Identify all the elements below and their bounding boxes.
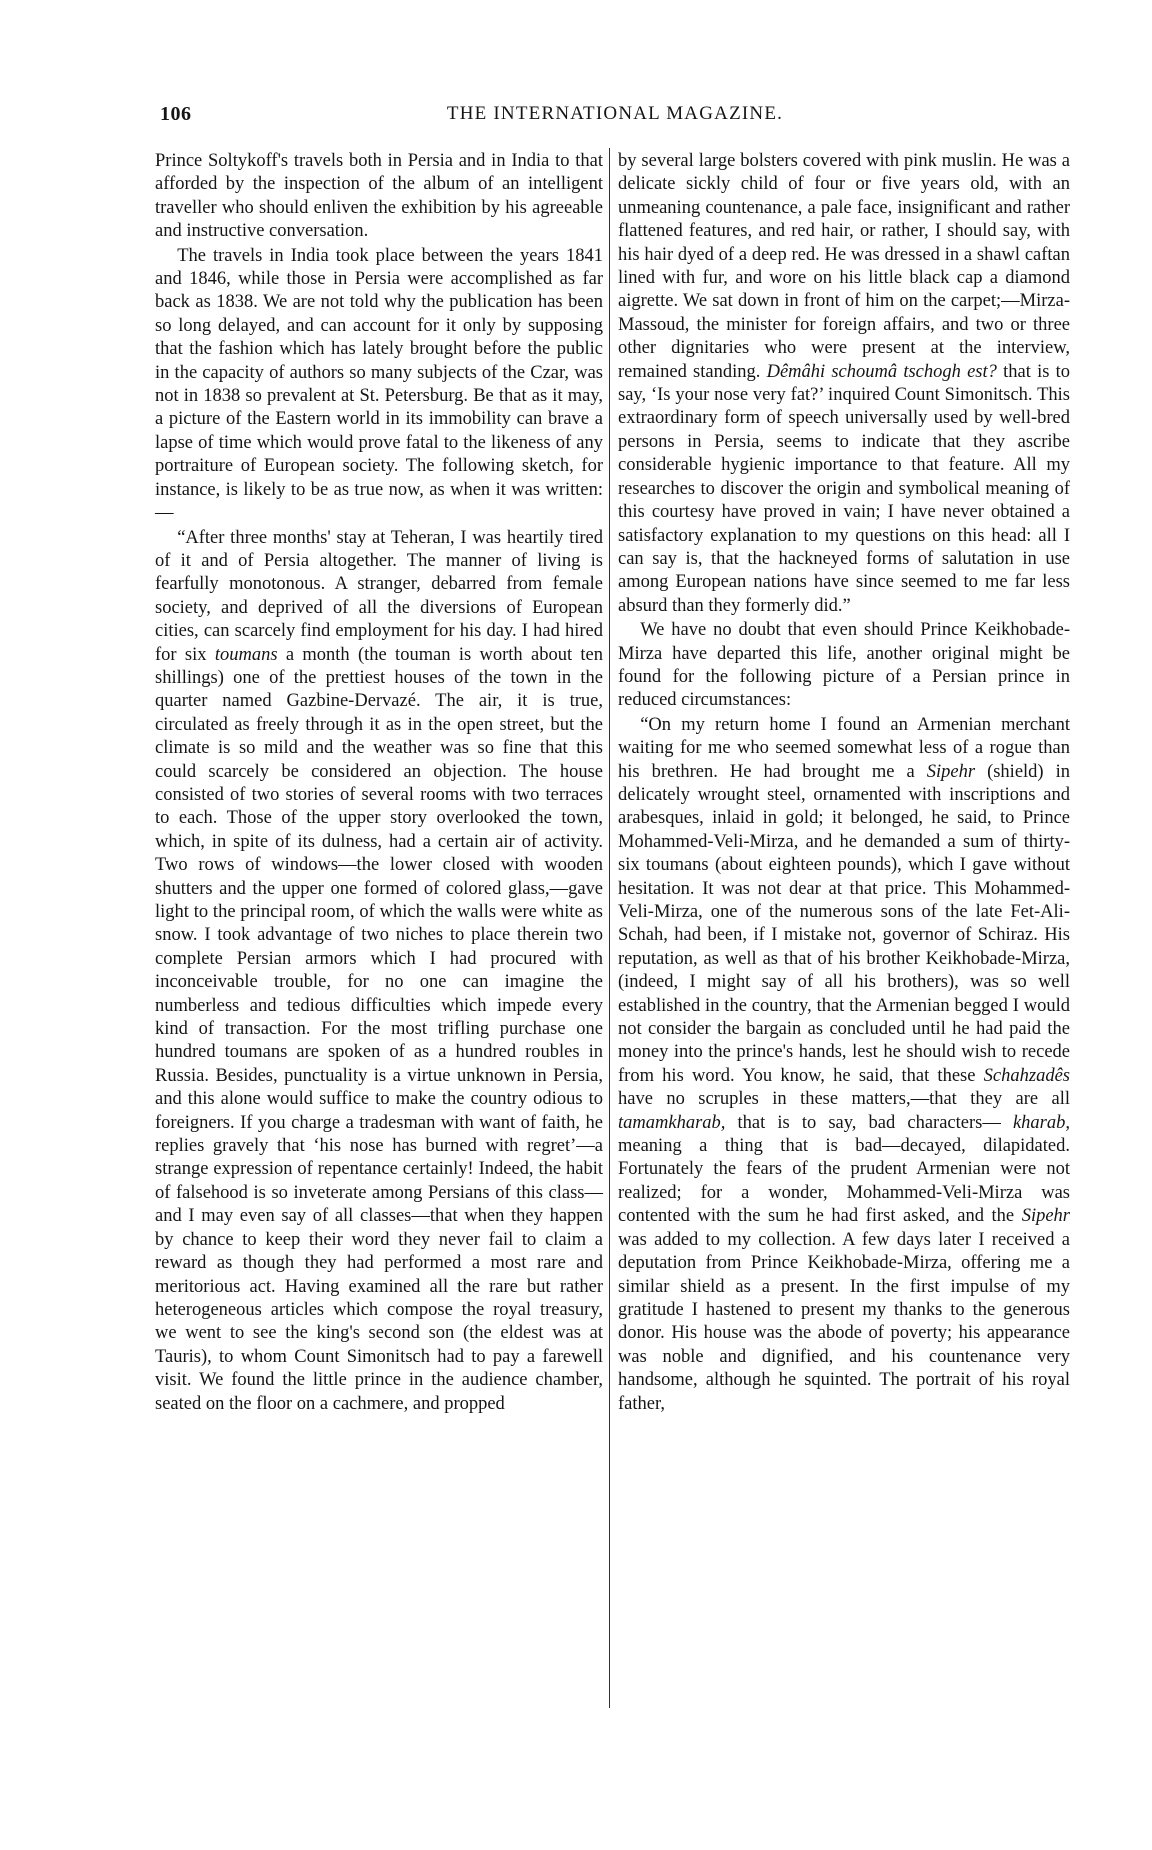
italic-term: Sipehr bbox=[1021, 1206, 1071, 1227]
italic-term: Schahzadês bbox=[983, 1065, 1070, 1086]
text-run: that is to say, ‘Is your nose very fat?’ inquired Count Simonitsch. This extraordinary form of speech universally used by well-bred persons in Persia, seems to indicate that they ascribe considerable hygienic importance to that feature. All my researches to discover the origin and symbolical meaning of this courtesy have proved in vain; I have never obtained a satisfactory explanation to my questions on this head: all I can say is, that the hackneyed forms of salutation in use among European nations have since seemed to me far less absurd than they formerly did.” bbox=[618, 361, 1071, 616]
italic-term: tamamkharab, bbox=[618, 1112, 726, 1133]
paragraph bbox=[155, 527, 603, 1416]
italic-term: kharab, bbox=[1012, 1112, 1071, 1133]
text-run: a month (the touman is worth about ten shillings) one of the prettiest houses of the town in the quarter named Gazbine-Dervazé. The air, it is true, circulated as freely through it as in the open street, but the climate is so mild and the weather was so fine that this could scarcely be considered an objection. The house consisted of two stories of several rooms with two terraces to each. Those of the upper story overlooked the town, which, in spite of its dulness, had a certain air of activity. Two rows of windows—the lower closed with wooden shutters and the upper one formed of colored glass,—gave light to the principal room, of which the walls were white as snow. I took advantage of two niches to place therein two complete Persian armors which I had procured with inconceivable trouble, for no one can imagine the numberless and tedious difficulties which impede every kind of transaction. For the most trifling purchase one hundred toumans are spoken of as a hundred roubles in Russia. Besides, punctuality is a virtue unknown in Persia, and this alone would suffice to make the country odious to foreigners. If you charge a tradesman with want of faith, he replies gravely that ‘his nose has burned with regret’—a strange expression of repentance certainly! Indeed, the habit of falsehood is so inveterate among Persians of this class—and I may even say of all classes—that when they happen by chance to keep their word they never fail to claim a reward as though they had performed a most rare and meritorious act. Having examined all the rare but rather heterogeneous articles which compose the royal treasury, we went to see the king's second son (the eldest was at Tauris), to whom Count Simonitsch had to pay a farewell visit. We found the little prince in the audience chamber, seated on the floor on a cachmere, and propped bbox=[155, 644, 604, 1414]
italic-term: toumans bbox=[214, 644, 278, 665]
page-header bbox=[160, 103, 1070, 131]
left-column bbox=[155, 150, 603, 1416]
paragraph: We have no doubt that even should Prince Keikhobade-Mirza have departed this life, another original might be found for the following picture of a Persian prince in reduced circumstances: bbox=[618, 620, 1070, 711]
text-run: meaning a thing that is bad—decayed, dilapidated. Fortunately the fears of the prudent Armenian were not realized; for a wonder, Mohammed-Veli-Mirza was contented with the sum he had first asked, and the bbox=[618, 1136, 1070, 1227]
text-run: was added to my collection. A few days later I received a deputation from Prince Keikhobade-Mirza, offering me a similar shield as a present. In the first impulse of my gratitude I hastened to present my thanks to the generous donor. His house was the abode of poverty; his appearance was noble and dignified, and his countenance very handsome, although he squinted. The portrait of his royal father, bbox=[618, 1229, 1070, 1414]
text-run: “On my return home I found an Armenian merchant waiting for me who seemed somewhat less of a rogue than his brethren. He had brought me a bbox=[618, 714, 1070, 782]
text-run: have no scruples in these matters,—that they are all bbox=[618, 1089, 1070, 1110]
text-run: “After three months' stay at Teheran, I was heartily tired of it and of Persia altogether. The manner of living is fearfully monotonous. A stranger, debarred from female society, and deprived of all the diversions of European cities, can scarcely find employment for his day. I had hired for six bbox=[155, 527, 603, 665]
text-run: (shield) in delicately wrought steel, ornamented with inscriptions and arabesques, inlaid in gold; it belonged, he said, to Prince Mohammed-Veli-Mirza, and he demanded a sum of thirty-six toumans (about eighteen pounds), which I gave without hesitation. It was not dear at that price. This Mohammed-Veli-Mirza, one of the numerous sons of the late Fet-Ali-Schah, had been, if I mistake not, governor of Schiraz. His reputation, as well as that of his brother Keikhobade-Mirza, (indeed, I might say of all his brothers), was so well established in the country, that the Armenian begged I would not consider the bargain as concluded until he had paid the money into the prince's hands, lest he should wish to recede from his word. You know, he said, that these bbox=[618, 761, 1070, 1086]
paragraph bbox=[618, 150, 1070, 618]
paragraph bbox=[618, 714, 1070, 1416]
italic-phrase: Dêmâhi schoumâ tschogh est? bbox=[766, 361, 997, 382]
text-run: that is to say, bad characters— bbox=[737, 1112, 1001, 1133]
paragraph: The travels in India took place between the years 1841 and 1846, while those in Persia were accomplished as far back as 1838. We are not told why the publication has been so long delayed, and can account for it only by supposing that the fashion which has lately brought before the public in the capacity of authors so many subjects of the Czar, was not in 1838 so prevalent at St. Petersburg. Be that as it may, a picture of the Eastern world in its immobility can brave a lapse of time which would prove fatal to the likeness of any portraiture of European society. The following sketch, for instance, is likely to be as true now, as when it was written:— bbox=[155, 245, 603, 524]
page-number: 106 bbox=[160, 103, 192, 125]
paragraph: Prince Soltykoff's travels both in Persia and in India to that afforded by the inspection of the album of an intelligent traveller who should enliven the exhibition by his agreeable and instructive conversation. bbox=[155, 151, 603, 242]
italic-term: Sipehr bbox=[926, 761, 976, 782]
text-run: by several large bolsters covered with pink muslin. He was a delicate sickly child of four or five years old, with an unmeaning countenance, a pale face, insignificant and rather flattened features, and red hair, or rather, I should say, with his hair dyed of a deep red. He was dressed in a shawl caftan lined with fur, and wore on his little black cap a diamond aigrette. We sat down in front of him on the carpet;—Mirza-Massoud, the minister for foreign affairs, and two or three other dignitaries who were present at the interview, remained standing. bbox=[618, 151, 1070, 382]
right-column bbox=[618, 150, 1070, 1416]
column-divider bbox=[609, 148, 610, 1708]
running-title: THE INTERNATIONAL MAGAZINE. bbox=[446, 103, 784, 124]
